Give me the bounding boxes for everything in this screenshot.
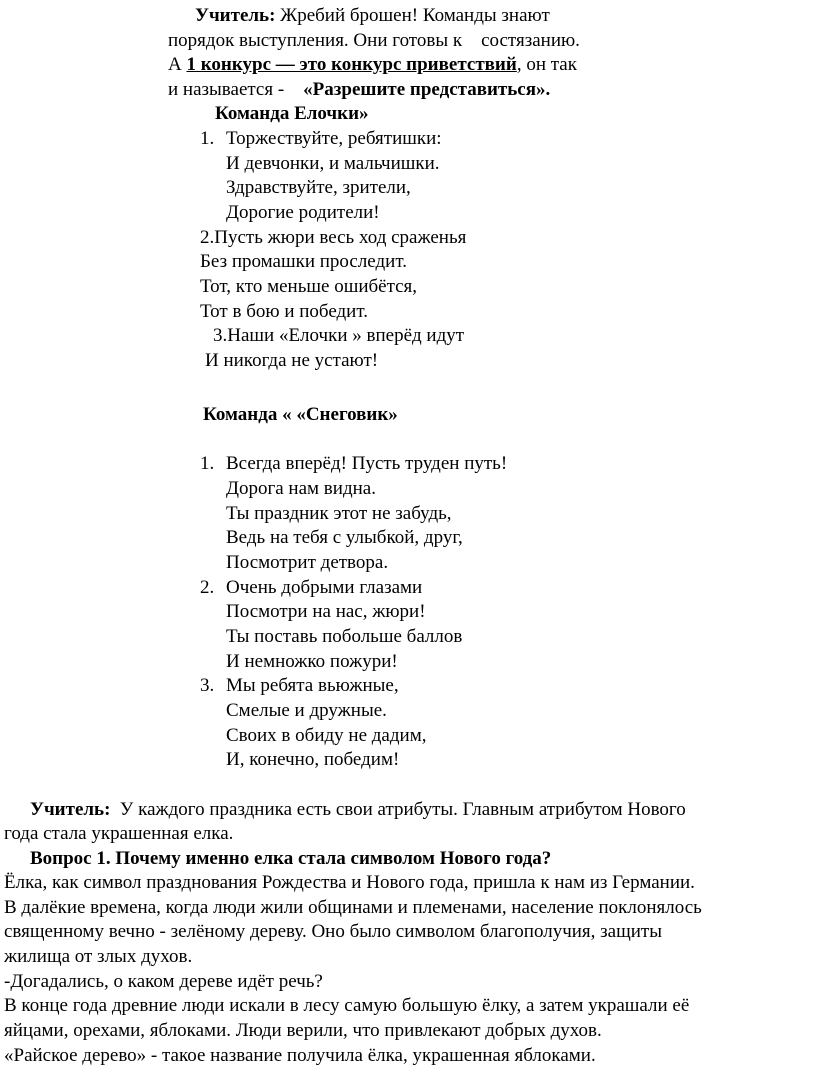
contest-name: «Разрешите представиться».	[303, 79, 551, 100]
verse-line: Посмотрит детвора.	[226, 552, 389, 573]
verse-line: Здравствуйте, зрители,	[226, 177, 411, 198]
answer-line: Ёлка, как символ празднования Рождества и Нового года, пришла к нам из Германии.	[4, 872, 695, 893]
intro-line-4: и называется - «Разрешите представиться».	[168, 79, 551, 100]
answer-line: -Догадались, о каком дереве идёт речь?	[4, 971, 323, 992]
verse-line: И никогда не устают!	[205, 350, 379, 371]
verse-line: Смелые и дружные.	[226, 700, 387, 721]
verse-line: Тот в бою и победит.	[200, 301, 368, 322]
team2-verse2-num: 2.	[200, 577, 215, 598]
team2-verse1-num: 1.	[200, 453, 215, 474]
verse-line: Очень добрыми глазами	[226, 577, 423, 598]
team2-heading: Команда « «Снеговик»	[203, 404, 398, 425]
answer-line: В далёкие времена, когда люди жили общинами и племенами, население поклонялось	[4, 897, 702, 918]
verse-line: Ты праздник этот не забудь,	[226, 503, 452, 524]
answer-line: священному вечно - зелёному дереву. Оно было символом благополучия, защиты	[4, 921, 662, 942]
verse-line: Ты поставь побольше баллов	[226, 626, 463, 647]
answer-line: яйцами, орехами, яблоками. Люди верили, что привлекают добрых духов.	[4, 1020, 602, 1041]
verse-line: И девчонки, и мальчишки.	[226, 153, 440, 174]
team2-verse3-num: 3.	[200, 675, 215, 696]
answer-line: жилища от злых духов.	[4, 946, 193, 967]
intro-line-2: порядок выступления. Они готовы к состязанию.	[168, 30, 580, 51]
intro-line-3: А 1 конкурс — это конкурс приветствий, он так	[168, 54, 577, 75]
teacher-label: Учитель:	[30, 799, 111, 820]
teacher2-line-2: года стала украшенная елка.	[4, 823, 234, 844]
verse-line: Своих в обиду не дадим,	[226, 725, 427, 746]
verse-line: Посмотри на нас, жюри!	[226, 601, 426, 622]
team1-heading: Команда Елочки»	[215, 103, 369, 124]
teacher-label: Учитель:	[195, 5, 276, 26]
verse-line: Ведь на тебя с улыбкой, друг,	[226, 527, 463, 548]
verse-line: И немножко пожури!	[226, 651, 398, 672]
verse-line: 3.Наши «Елочки » вперёд идут	[213, 325, 465, 346]
answer-line: В конце года древние люди искали в лесу самую большую ёлку, а затем украшали её	[4, 995, 690, 1016]
verse-line: Дорогие родители!	[226, 202, 380, 223]
answer-line: «Райское дерево» - такое название получила ёлка, украшенная яблоками.	[4, 1045, 596, 1066]
question-1: Вопрос 1. Почему именно елка стала символом Нового года?	[30, 848, 552, 869]
verse-line: И, конечно, победим!	[226, 749, 400, 770]
verse-line: Тот, кто меньше ошибётся,	[200, 276, 418, 297]
contest-title: 1 конкурс — это конкурс приветствий	[186, 54, 517, 75]
verse-line: 2.Пусть жюри весь ход сраженья	[200, 227, 467, 248]
verse-line: Дорога нам видна.	[226, 478, 376, 499]
teacher2-line-1: Учитель: У каждого праздника есть свои атрибуты. Главным атрибутом Нового	[30, 799, 686, 820]
intro-line-1: Учитель: Жребий брошен! Команды знают	[195, 5, 550, 26]
verse-line: Мы ребята вьюжные,	[226, 675, 399, 696]
verse-line: Без промашки проследит.	[200, 251, 407, 272]
team1-verse1-num: 1.	[200, 128, 215, 149]
verse-line: Торжествуйте, ребятишки:	[226, 128, 442, 149]
verse-line: Всегда вперёд! Пусть труден путь!	[226, 453, 508, 474]
